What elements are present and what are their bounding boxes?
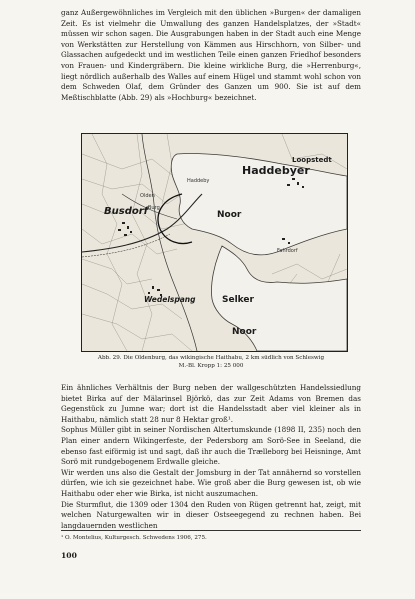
map-label-wedelspang: Wedelspang: [144, 295, 196, 304]
map-label-selker: Selker: [222, 295, 254, 305]
map-label-burg: Burg: [148, 205, 160, 211]
paragraph: Ein ähnliches Verhältnis der Burg neben der wallgeschützten Handelssiedlung bietet Birka auf der Mälarinsel Björkö, das zur Zeit Adams von Bremen das Gegenstück zu Jumne war; dort ist die Handelsstadt aber viel kleiner als in Haithabu, nämlich statt 28 nur 8 Hektar groß¹.: [61, 383, 361, 424]
paragraph: Sophus Müller gibt in seiner Nordischen Altertumskunde (1898 II, 235) noch den Plan einer andern Wikingerfeste, der Pedersborg am Sorö-See in Seeland, die ebenso fast eiförmig ist und sagt, daß ihr auch die Trælleborg bei Heisninge, Amt Sorö mit rundgebogenem Erdwalle gleiche.: [61, 425, 361, 467]
body-text-top: [61, 8, 361, 103]
map-label-noor: Noor: [217, 210, 242, 220]
map-label-fahrdorf: Fahrdorf: [277, 248, 298, 254]
map-label-loopstedt: Loopstedt: [292, 156, 332, 164]
figure-caption: Abb. 29. Die Oldenburg, das wikingische Haithabu, 2 km südlich von Schleswig: [97, 355, 325, 361]
page-number: 100: [61, 551, 77, 560]
map-label-haddebyer: Haddebyer: [242, 164, 310, 177]
footnote: ¹ O. Montelius, Kulturgesch. Schwedens 1906, 275.: [61, 535, 207, 541]
paragraph: ganz Außergewöhnliches im Vergleich mit den üblichen »Burgen« der damaligen Zeit. Es ist vielmehr die Umwallung des ganzen Handelsplatzes, der »Stadt« müssen wir schon sagen. Die Ausgrabungen haben in der Stadt auch eine Menge von Werkstätten zur Herstellung von Kämmen aus Hirschhorn, von Silber- und Glassachen aufgedeckt und im westlichen Teile einen ganzen Friedhof besonders von Frauen- und Kindergräbern. Die kleine wirkliche Burg, die »Herrenburg«, liegt nördlich außerhalb des Walles auf einem Hügel und stammt wohl schon von dem Schweden Olaf, dem Gründer des Ganzen um 900. Sie ist auf dem Meßtischblatte (Abb. 29) als »Hochburg« bezeichnet.: [61, 8, 361, 102]
paragraph: Wir werden uns also die Gestalt der Jomsburg in der Tat annähernd so vorstellen dürfen, wie ich sie gezeichnet habe. Wie groß aber die Burg gewesen ist, ob wie Haithabu oder eher wie Birka, ist nicht auszumachen.: [61, 467, 361, 498]
map-figure: [81, 133, 348, 352]
footnote-divider: [61, 530, 361, 531]
map-label-olden: Olden: [140, 193, 155, 199]
figure-caption-scale: M.-Bl. Kropp 1: 25 000: [178, 363, 244, 369]
body-text-bottom: [61, 383, 361, 531]
map-label-busdorf: Busdorf: [104, 206, 149, 217]
paragraph: Die Sturmflut, die 1309 oder 1304 den Ruden von Rügen getrennt hat, zeigt, mit welchen Naturgewalten wir in dieser Ostseegegend zu rechnen haben. Bei langdauernden westlichen: [61, 499, 361, 530]
map-label-haddeby: Haddeby: [187, 178, 210, 184]
topographic-map: [82, 134, 347, 351]
map-label-noor-2: Noor: [232, 327, 257, 337]
